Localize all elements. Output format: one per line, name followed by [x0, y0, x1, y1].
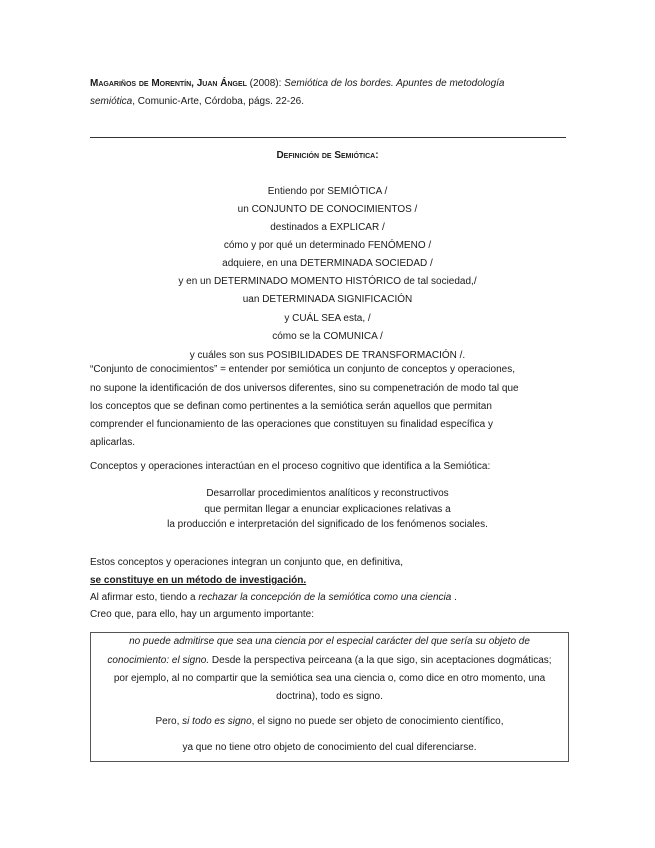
section-heading: Definición de Semiótica:	[276, 150, 379, 161]
citation-year: (2008):	[246, 78, 285, 89]
centered-line: Desarrollar procedimientos analíticos y reconstructivos	[206, 488, 449, 499]
definition-line: destinados a EXPLICAR /	[270, 222, 385, 233]
paragraph-line: “Conjunto de conocimientos” = entender por semiótica un conjunto de conceptos y operaciones,	[90, 364, 515, 375]
emphasis: no puede admitirse que sea una ciencia por el especial carácter del que sería su objeto de	[129, 636, 530, 647]
emphasis: si todo es signo	[182, 716, 252, 727]
paragraph-line: no supone la identificación de dos universos diferentes, sino su compenetración de modo tal que	[90, 383, 519, 394]
citation-title: Semiótica de los bordes. Apuntes de metodología	[284, 78, 505, 89]
divider	[90, 137, 566, 138]
definition-line: Entiendo por SEMIÓTICA /	[267, 186, 388, 197]
box-line	[90, 635, 569, 649]
text: Al afirmar esto, tiendo a	[90, 592, 199, 603]
box-line: por ejemplo, al no compartir que la semiótica sea una ciencia o, como dice en otro momento, una	[113, 673, 546, 684]
text: Pero,	[155, 716, 183, 727]
paragraph-line: aplicarlas.	[90, 437, 136, 448]
text: , el signo no puede ser objeto de conocimiento científico,	[251, 716, 504, 727]
box-line	[90, 654, 569, 668]
emphasis: conocimiento: el signo.	[107, 655, 210, 666]
paragraph-line	[90, 591, 457, 605]
paragraph-conceptos: Conceptos y operaciones interactúan en el proceso cognitivo que identifica a la Semiótica:	[90, 461, 491, 472]
box-line	[90, 715, 569, 729]
definition-line: un CONJUNTO DE CONOCIMIENTOS /	[237, 204, 418, 215]
paragraph-line: Estos conceptos y operaciones integran un conjunto que, en definitiva,	[90, 557, 403, 568]
box-line: doctrina), todo es signo.	[276, 691, 383, 702]
citation-author: Magariños de Morentín, Juan Ángel	[90, 78, 247, 89]
definition-line: y en un DETERMINADO MOMENTO HISTÓRICO de tal sociedad,/	[178, 276, 477, 287]
definition-line: y cuáles son sus POSIBILIDADES DE TRANSFORMACIÓN /.	[189, 350, 466, 361]
definition-line: cómo se la COMUNICA /	[272, 331, 383, 342]
paragraph-line: los conceptos que se definan como pertinentes a la semiótica serán aquellos que permitan	[90, 401, 492, 412]
underlined-text: se constituye en un método de investigación.	[90, 575, 307, 586]
definition-line: y CUÁL SEA esta, /	[284, 313, 371, 324]
text: .	[451, 592, 457, 603]
centered-line: que permitan llegar a enunciar explicaciones relativas a	[204, 504, 451, 515]
emphasis: rechazar la concepción de la semiótica como una ciencia	[198, 592, 452, 603]
paragraph-line: Creo que, para ello, hay un argumento importante:	[90, 609, 315, 620]
citation-line-1	[90, 77, 504, 91]
centered-line: la producción e interpretación del significado de los fenómenos sociales.	[167, 519, 488, 530]
citation-title-cont: semiótica	[90, 96, 133, 107]
definition-line: cómo y por qué un determinado FENÓMENO /	[223, 240, 432, 251]
paragraph-line: comprender el funcionamiento de las operaciones que constituyen su finalidad específica y	[90, 419, 494, 430]
underlined-statement	[90, 574, 306, 588]
definition-line: adquiere, en una DETERMINADA SOCIEDAD /	[222, 258, 433, 269]
citation-line-2	[90, 95, 304, 109]
definition-line: uan DETERMINADA SIGNIFICACIÓN	[242, 294, 413, 305]
text: Desde la perspectiva peirceana (a la que sigo, sin aceptaciones dogmáticas;	[209, 655, 552, 666]
box-line: ya que no tiene otro objeto de conocimiento del cual diferenciarse.	[182, 742, 477, 753]
citation-publisher: , Comunic-Arte, Córdoba, págs. 22-26.	[132, 96, 305, 107]
